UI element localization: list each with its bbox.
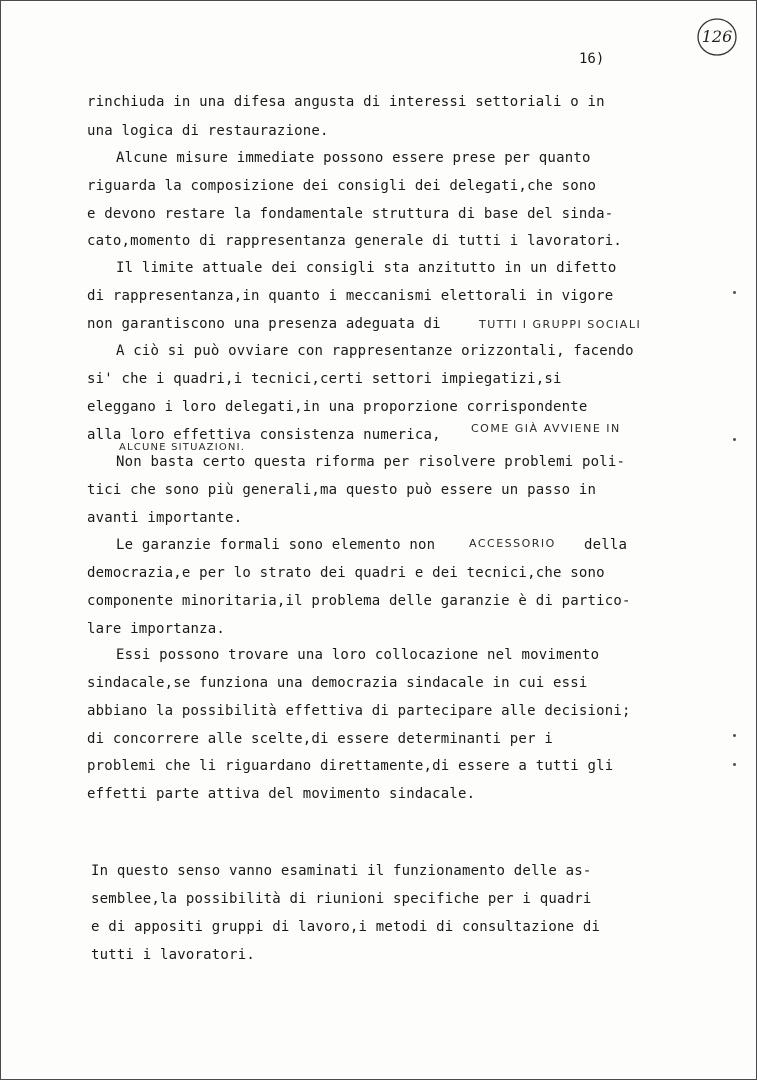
text-line: problemi che li riguardano direttamente,di essere a tutti gli <box>87 758 614 774</box>
text-line: effetti parte attiva del movimento sindacale. <box>87 786 476 802</box>
text-line: A ciò si può ovviare con rappresentanze orizzontali, facendo <box>116 343 634 359</box>
archive-stamp-number: 126 <box>701 27 733 46</box>
text-line: abbiano la possibilità effettiva di partecipare alle decisioni; <box>87 703 631 719</box>
text-line: Essi possono trovare una loro collocazione nel movimento <box>116 647 600 663</box>
page-number: 16) <box>579 51 605 67</box>
text-line: Non basta certo questa riforma per risolvere problemi poli- <box>116 454 626 470</box>
text-line: della <box>584 537 628 553</box>
text-line: lare importanza. <box>87 621 226 637</box>
text-line: In questo senso vanno esaminati il funzionamento delle as- <box>91 863 592 879</box>
text-line: Le garanzie formali sono elemento non <box>116 537 436 553</box>
text-line: e devono restare la fondamentale struttura di base del sinda- <box>87 206 614 222</box>
text-line: si' che i quadri,i tecnici,certi settori impiegatizi,si <box>87 371 562 387</box>
text-line: avanti importante. <box>87 510 243 526</box>
handwritten-insertion: TUTTI I GRUPPI SOCIALI <box>479 318 642 331</box>
margin-mark <box>733 291 736 294</box>
text-line: di concorrere alle scelte,di essere determinanti per i <box>87 731 553 747</box>
text-line: eleggano i loro delegati,in una proporzione corrispondente <box>87 399 588 415</box>
text-line: semblee,la possibilità di riunioni specifiche per i quadri <box>91 891 592 907</box>
text-line: democrazia,e per lo strato dei quadri e dei tecnici,che sono <box>87 565 605 581</box>
text-line: Alcune misure immediate possono essere prese per quanto <box>116 150 591 166</box>
text-line: e di appositi gruppi di lavoro,i metodi di consultazione di <box>91 919 601 935</box>
text-line: cato,momento di rappresentanza generale di tutti i lavoratori. <box>87 233 622 249</box>
handwritten-insertion: COME GIÀ AVVIENE IN <box>471 422 621 435</box>
archive-stamp <box>695 15 739 59</box>
margin-mark <box>733 734 736 737</box>
text-line: una logica di restaurazione. <box>87 123 329 139</box>
text-line: tutti i lavoratori. <box>91 947 255 963</box>
text-line: tici che sono più generali,ma questo può essere un passo in <box>87 482 597 498</box>
text-line: sindacale,se funziona una democrazia sindacale in cui essi <box>87 675 588 691</box>
text-line: di rappresentanza,in quanto i meccanismi elettorali in vigore <box>87 288 614 304</box>
handwritten-insertion: ALCUNE SITUAZIONI. <box>119 442 246 453</box>
text-line: riguarda la composizione dei consigli dei delegati,che sono <box>87 178 597 194</box>
margin-mark <box>733 763 736 766</box>
handwritten-insertion: ACCESSORIO <box>469 537 556 550</box>
text-line: alla loro effettiva consistenza numerica, <box>87 427 441 443</box>
text-line: Il limite attuale dei consigli sta anzitutto in un difetto <box>116 260 617 276</box>
margin-mark <box>733 438 736 441</box>
text-line: non garantiscono una presenza adeguata di <box>87 316 441 332</box>
text-line: rinchiuda in una difesa angusta di interessi settoriali o in <box>87 94 605 110</box>
text-line: componente minoritaria,il problema delle garanzie è di partico- <box>87 593 631 609</box>
